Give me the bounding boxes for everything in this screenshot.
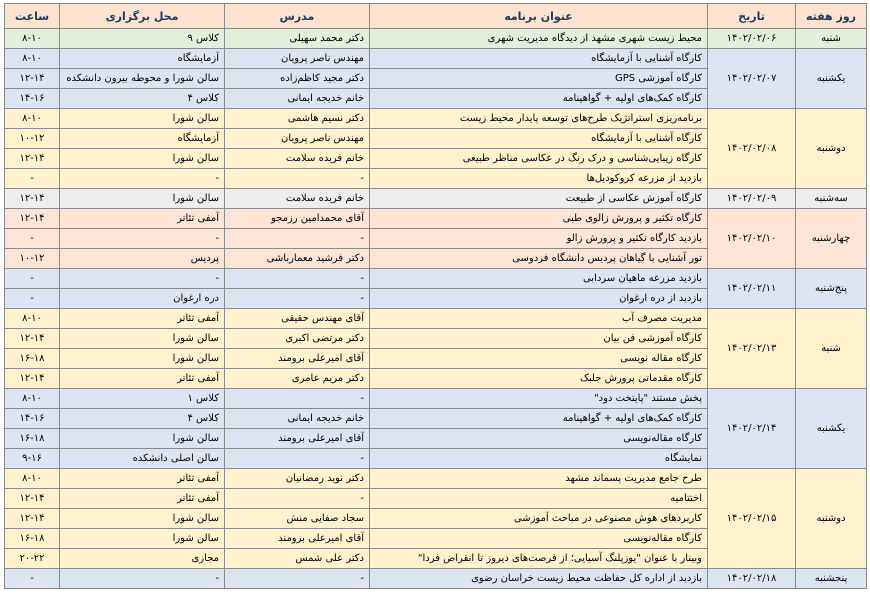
- time-cell: ۱۶-۱۸: [5, 429, 60, 449]
- teacher-cell: آقای امیرعلی برومند: [225, 429, 370, 449]
- time-cell: -: [5, 169, 60, 189]
- time-cell: ۸-۱۰: [5, 29, 60, 49]
- teacher-cell: دکتر نوید رمضانیان: [225, 469, 370, 489]
- title-cell: کارگاه مقاله‌نویسی: [370, 429, 708, 449]
- title-cell: کارگاه مقدماتی پرورش جلبک: [370, 369, 708, 389]
- day-cell: دوشنبه: [796, 109, 867, 189]
- date-cell: ۱۴۰۲/۰۲/۰۹: [708, 189, 796, 209]
- time-cell: ۸-۱۰: [5, 49, 60, 69]
- date-cell: ۱۴۰۲/۰۲/۱۳: [708, 309, 796, 389]
- day-cell: یکشنبه: [796, 49, 867, 109]
- table-row: [5, 389, 867, 409]
- title-cell: تور آشنایی با گیاهان پردیس دانشگاه فردوسی: [370, 249, 708, 269]
- time-cell: ۱۲-۱۴: [5, 209, 60, 229]
- time-cell: ۱۶-۱۸: [5, 529, 60, 549]
- table-body: [5, 29, 867, 589]
- time-cell: ۱۲-۱۴: [5, 189, 60, 209]
- title-cell: کاربردهای هوش مصنوعی در مباحث آموزشی: [370, 509, 708, 529]
- teacher-cell: خانم فریده سلامت: [225, 149, 370, 169]
- table-row: [5, 309, 867, 329]
- date-cell: ۱۴۰۲/۰۲/۱۱: [708, 269, 796, 309]
- title-cell: کارگاه آموزش عکاسی از طبیعت: [370, 189, 708, 209]
- venue-cell: سالن اصلی دانشکده: [60, 449, 225, 469]
- title-cell: کارگاه مقاله‌نویسی: [370, 529, 708, 549]
- title-cell: محیط زیست شهری مشهد از دیدگاه مدیریت شهری: [370, 29, 708, 49]
- date-cell: ۱۴۰۲/۰۲/۱۸: [708, 569, 796, 589]
- day-cell: شنبه: [796, 29, 867, 49]
- venue-cell: دره ارغوان: [60, 289, 225, 309]
- title-cell: بازدید از اداره کل حفاظت محیط زیست خراسان رضوی: [370, 569, 708, 589]
- time-cell: ۱۲-۱۴: [5, 369, 60, 389]
- table-row: [5, 29, 867, 49]
- venue-cell: آزمایشگاه: [60, 49, 225, 69]
- time-cell: ۱۲-۱۴: [5, 69, 60, 89]
- venue-cell: سالن شورا: [60, 349, 225, 369]
- teacher-cell: مهندس ناصر پرویان: [225, 129, 370, 149]
- title-cell: کارگاه کمک‌های اولیه + گواهینامه: [370, 409, 708, 429]
- teacher-cell: -: [225, 229, 370, 249]
- venue-cell: سالن شورا: [60, 429, 225, 449]
- venue-cell: آمفی تئاتر: [60, 309, 225, 329]
- venue-cell: -: [60, 169, 225, 189]
- table-row: [5, 269, 867, 289]
- teacher-cell: -: [225, 489, 370, 509]
- title-cell: بازدید از دره ارغوان: [370, 289, 708, 309]
- venue-cell: سالن شورا: [60, 509, 225, 529]
- title-cell: مدیریت مصرف آب: [370, 309, 708, 329]
- venue-cell: مجازی: [60, 549, 225, 569]
- time-cell: ۱۲-۱۴: [5, 509, 60, 529]
- time-cell: ۱۲-۱۴: [5, 489, 60, 509]
- title-cell: اختتامیه: [370, 489, 708, 509]
- venue-cell: آمفی تئاتر: [60, 209, 225, 229]
- header-day: روز هفته: [796, 4, 867, 29]
- title-cell: پخش مستند "پایتخت دود": [370, 389, 708, 409]
- date-cell: ۱۴۰۲/۰۲/۱۰: [708, 209, 796, 269]
- title-cell: بازدید از مزرعه کروکودیل‌ها: [370, 169, 708, 189]
- time-cell: -: [5, 269, 60, 289]
- venue-cell: کلاس ۹: [60, 29, 225, 49]
- header-date: تاریخ: [708, 4, 796, 29]
- title-cell: وبینار با عنوان "یوزپلنگ آسیایی؛ از فرصت‌های دیروز تا انقراض فردا": [370, 549, 708, 569]
- teacher-cell: آقای امیرعلی برومند: [225, 529, 370, 549]
- venue-cell: سالن شورا و محوطه بیرون دانشکده: [60, 69, 225, 89]
- teacher-cell: دکتر علی شمس: [225, 549, 370, 569]
- teacher-cell: دکتر نسیم هاشمی: [225, 109, 370, 129]
- day-cell: چهارشنبه: [796, 209, 867, 269]
- venue-cell: پردیس: [60, 249, 225, 269]
- teacher-cell: آقای محمدامین رزمجو: [225, 209, 370, 229]
- date-cell: ۱۴۰۲/۰۲/۰۷: [708, 49, 796, 109]
- table-header: [5, 4, 867, 29]
- teacher-cell: -: [225, 269, 370, 289]
- venue-cell: سالن شورا: [60, 109, 225, 129]
- title-cell: کارگاه زیبایی‌شناسی و درک رنگ در عکاسی مناظر طبیعی: [370, 149, 708, 169]
- header-title: عنوان برنامه: [370, 4, 708, 29]
- teacher-cell: دکتر محمد سهیلی: [225, 29, 370, 49]
- table-row: [5, 569, 867, 589]
- time-cell: ۹-۱۶: [5, 449, 60, 469]
- venue-cell: سالن شورا: [60, 189, 225, 209]
- teacher-cell: -: [225, 289, 370, 309]
- title-cell: بازدید مزرعه ماهیان سردابی: [370, 269, 708, 289]
- header-time: ساعت: [5, 4, 60, 29]
- time-cell: -: [5, 569, 60, 589]
- time-cell: -: [5, 229, 60, 249]
- time-cell: ۸-۱۰: [5, 109, 60, 129]
- venue-cell: آزمایشگاه: [60, 129, 225, 149]
- teacher-cell: مهندس ناصر پرویان: [225, 49, 370, 69]
- day-cell: سه‌شنبه: [796, 189, 867, 209]
- teacher-cell: آقای مهندس حقیقی: [225, 309, 370, 329]
- venue-cell: سالن شورا: [60, 529, 225, 549]
- title-cell: کارگاه آموزشی GPS: [370, 69, 708, 89]
- title-cell: بازدید کارگاه تکثیر و پرورش زالو: [370, 229, 708, 249]
- venue-cell: کلاس ۱: [60, 389, 225, 409]
- time-cell: -: [5, 289, 60, 309]
- schedule-table: [4, 3, 867, 589]
- table-row: [5, 209, 867, 229]
- venue-cell: کلاس ۴: [60, 409, 225, 429]
- time-cell: ۱۰-۱۲: [5, 249, 60, 269]
- day-cell: پنج‌شنبه: [796, 269, 867, 309]
- day-cell: یکشنبه: [796, 389, 867, 469]
- venue-cell: آمفی تئاتر: [60, 369, 225, 389]
- venue-cell: آمفی تئاتر: [60, 489, 225, 509]
- time-cell: ۱۶-۱۸: [5, 349, 60, 369]
- title-cell: کارگاه آشنایی با آزمایشگاه: [370, 129, 708, 149]
- header-teacher: مدرس: [225, 4, 370, 29]
- time-cell: ۸-۱۰: [5, 389, 60, 409]
- venue-cell: آمفی تئاتر: [60, 469, 225, 489]
- teacher-cell: سجاد صفایی منش: [225, 509, 370, 529]
- time-cell: ۱۰-۱۲: [5, 129, 60, 149]
- teacher-cell: -: [225, 389, 370, 409]
- teacher-cell: آقای امیرعلی برومند: [225, 349, 370, 369]
- teacher-cell: دکتر مریم عامری: [225, 369, 370, 389]
- time-cell: ۲۰-۲۲: [5, 549, 60, 569]
- header-row: [5, 4, 867, 29]
- day-cell: پنجشنبه: [796, 569, 867, 589]
- date-cell: ۱۴۰۲/۰۲/۱۵: [708, 469, 796, 569]
- time-cell: ۱۲-۱۴: [5, 329, 60, 349]
- table-row: [5, 189, 867, 209]
- time-cell: ۱۴-۱۶: [5, 89, 60, 109]
- time-cell: ۱۴-۱۶: [5, 409, 60, 429]
- venue-cell: سالن شورا: [60, 329, 225, 349]
- teacher-cell: خانم خدیجه ایمانی: [225, 409, 370, 429]
- title-cell: کارگاه آموزشی فن بیان: [370, 329, 708, 349]
- venue-cell: -: [60, 229, 225, 249]
- title-cell: کارگاه تکثیر و پرورش زالوی طبی: [370, 209, 708, 229]
- teacher-cell: -: [225, 169, 370, 189]
- date-cell: ۱۴۰۲/۰۲/۱۴: [708, 389, 796, 469]
- date-cell: ۱۴۰۲/۰۲/۰۶: [708, 29, 796, 49]
- time-cell: ۱۲-۱۴: [5, 149, 60, 169]
- table-row: [5, 109, 867, 129]
- venue-cell: -: [60, 569, 225, 589]
- day-cell: شنبه: [796, 309, 867, 389]
- title-cell: طرح جامع مدیریت پسماند مشهد: [370, 469, 708, 489]
- teacher-cell: خانم خدیجه ایمانی: [225, 89, 370, 109]
- title-cell: کارگاه آشنایی با آزمایشگاه: [370, 49, 708, 69]
- title-cell: برنامه‌ریزی استراتژیک طرح‌های توسعه پایدار محیط زیست: [370, 109, 708, 129]
- teacher-cell: دکتر فرشید معمارباشی: [225, 249, 370, 269]
- time-cell: ۸-۱۰: [5, 469, 60, 489]
- day-cell: دوشنبه: [796, 469, 867, 569]
- venue-cell: کلاس ۴: [60, 89, 225, 109]
- table-row: [5, 49, 867, 69]
- time-cell: ۸-۱۰: [5, 309, 60, 329]
- venue-cell: سالن شورا: [60, 149, 225, 169]
- teacher-cell: -: [225, 449, 370, 469]
- teacher-cell: دکتر مرتضی اکبری: [225, 329, 370, 349]
- teacher-cell: دکتر مجید کاظم‌زاده: [225, 69, 370, 89]
- teacher-cell: -: [225, 569, 370, 589]
- venue-cell: -: [60, 269, 225, 289]
- title-cell: نمایشگاه: [370, 449, 708, 469]
- table-row: [5, 469, 867, 489]
- title-cell: کارگاه مقاله نویسی: [370, 349, 708, 369]
- header-venue: محل برگزاری: [60, 4, 225, 29]
- teacher-cell: خانم فریده سلامت: [225, 189, 370, 209]
- date-cell: ۱۴۰۲/۰۲/۰۸: [708, 109, 796, 189]
- title-cell: کارگاه کمک‌های اولیه + گواهینامه: [370, 89, 708, 109]
